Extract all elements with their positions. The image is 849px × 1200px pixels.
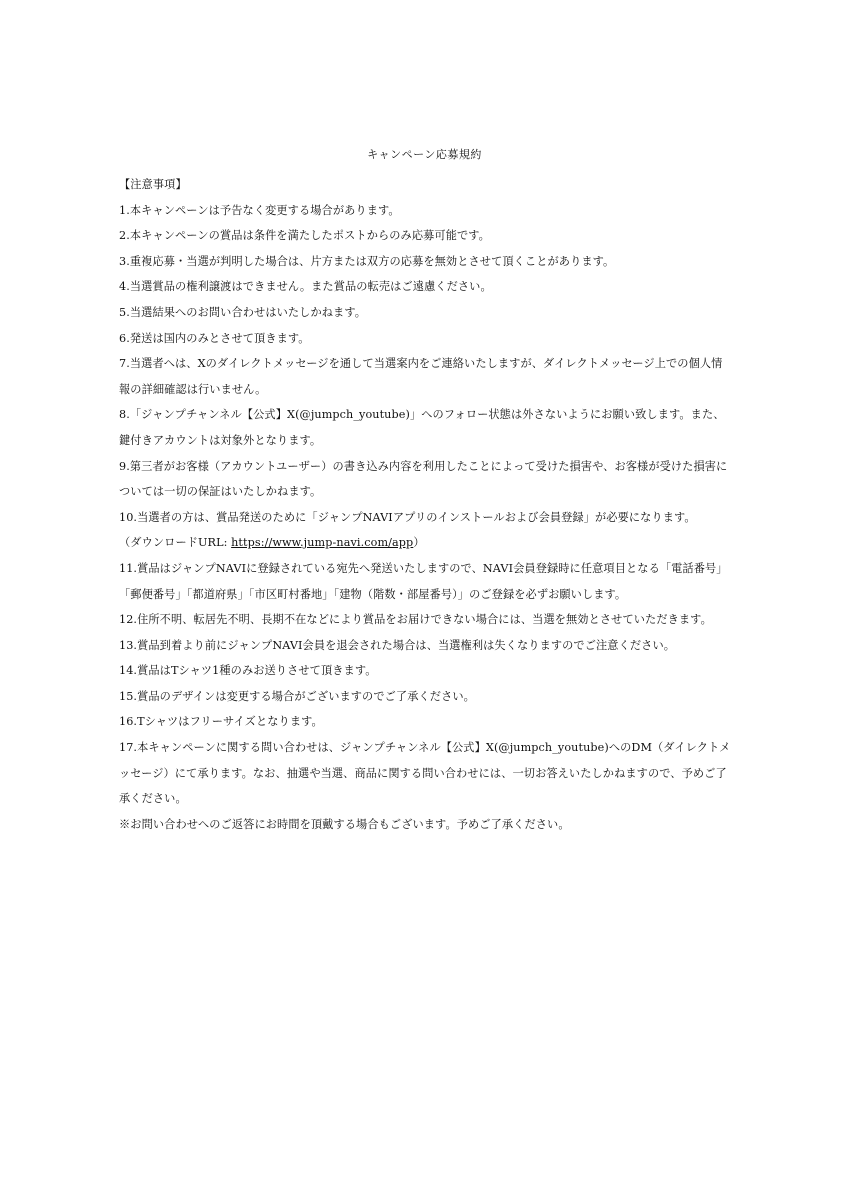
download-suffix: ）	[413, 536, 425, 550]
rule-item-11: 11.賞品はジャンプNAVIに登録されている宛先へ発送いたしますので、NAVI会員登録時に任意項目となる「電話番号」「郵便番号」「都道府県」「市区町村番地」「建物（階数・部屋番号）」のご登録を必ずお願いします。	[119, 561, 728, 601]
closing-note: ※お問い合わせへのご返答にお時間を頂戴する場合もございます。予めご了承ください。	[119, 817, 570, 831]
rule-item-7: 7.当選者へは、Xのダイレクトメッセージを通して当選案内をご連絡いたしますが、ダイレクトメッセージ上での個人情報の詳細確認は行いません。	[119, 357, 723, 396]
rule-item-9: 9.第三者がお客様（アカウントユーザー）の書き込み内容を利用したことによって受けた損害や、お客様が受けた損害については一切の保証はいたしかねます。	[119, 459, 728, 499]
rule-item-4: 4.当選賞品の権利譲渡はできません。また賞品の転売はご遠慮ください。	[119, 280, 492, 294]
rule-item-12: 12.住所不明、転居先不明、長期不在などにより賞品をお届けできない場合には、当選を無効とさせていただきます。	[119, 613, 712, 627]
download-prefix: （ダウンロードURL:	[119, 536, 232, 550]
rule-item-8: 8.「ジャンプチャンネル【公式】X(@jumpch_youtube)」へのフォロー状態は外さないようにお願い致します。また、鍵付きアカウントは対象外となります。	[119, 408, 725, 447]
rule-item-5: 5.当選結果へのお問い合わせはいたしかねます。	[119, 305, 367, 319]
rule-item-3: 3.重複応募・当選が判明した場合は、片方または双方の応募を無効とさせて頂くことがあります。	[119, 254, 615, 268]
rule-item-13: 13.賞品到着より前にジャンプNAVI会員を退会された場合は、当選権利は失くなりますのでご注意ください。	[119, 638, 676, 652]
rule-item-14: 14.賞品はTシャツ1種のみお送りさせて頂きます。	[119, 664, 377, 678]
rule-item-1: 1.本キャンペーンは予告なく変更する場合があります。	[119, 203, 400, 217]
download-line	[119, 530, 731, 556]
download-link[interactable]: https://www.jump-navi.com/app	[231, 536, 414, 550]
section-heading: 【注意事項】	[119, 178, 187, 191]
document-body	[119, 172, 731, 837]
rule-item-10: 10.当選者の方は、賞品発送のために「ジャンプNAVIアプリのインストールおよび会員登録」が必要になります。	[119, 510, 696, 524]
rule-item-16: 16.Tシャツはフリーサイズとなります。	[119, 715, 323, 729]
document-title: キャンペーン応募規約	[367, 148, 482, 161]
rule-item-15: 15.賞品のデザインは変更する場合がございますのでご了承ください。	[119, 689, 475, 703]
rule-item-2: 2.本キャンペーンの賞品は条件を満たしたポストからのみ応募可能です。	[119, 229, 490, 243]
rule-item-6: 6.発送は国内のみとさせて頂きます。	[119, 331, 310, 345]
rule-item-17: 17.本キャンペーンに関する問い合わせは、ジャンプチャンネル【公式】X(@jumpch_youtube)へのDM（ダイレクトメッセージ）にて承ります。なお、抽選や当選、商品に関する問い合わせには、一切お答えいたしかねますので、予めご了承ください。	[119, 741, 731, 806]
